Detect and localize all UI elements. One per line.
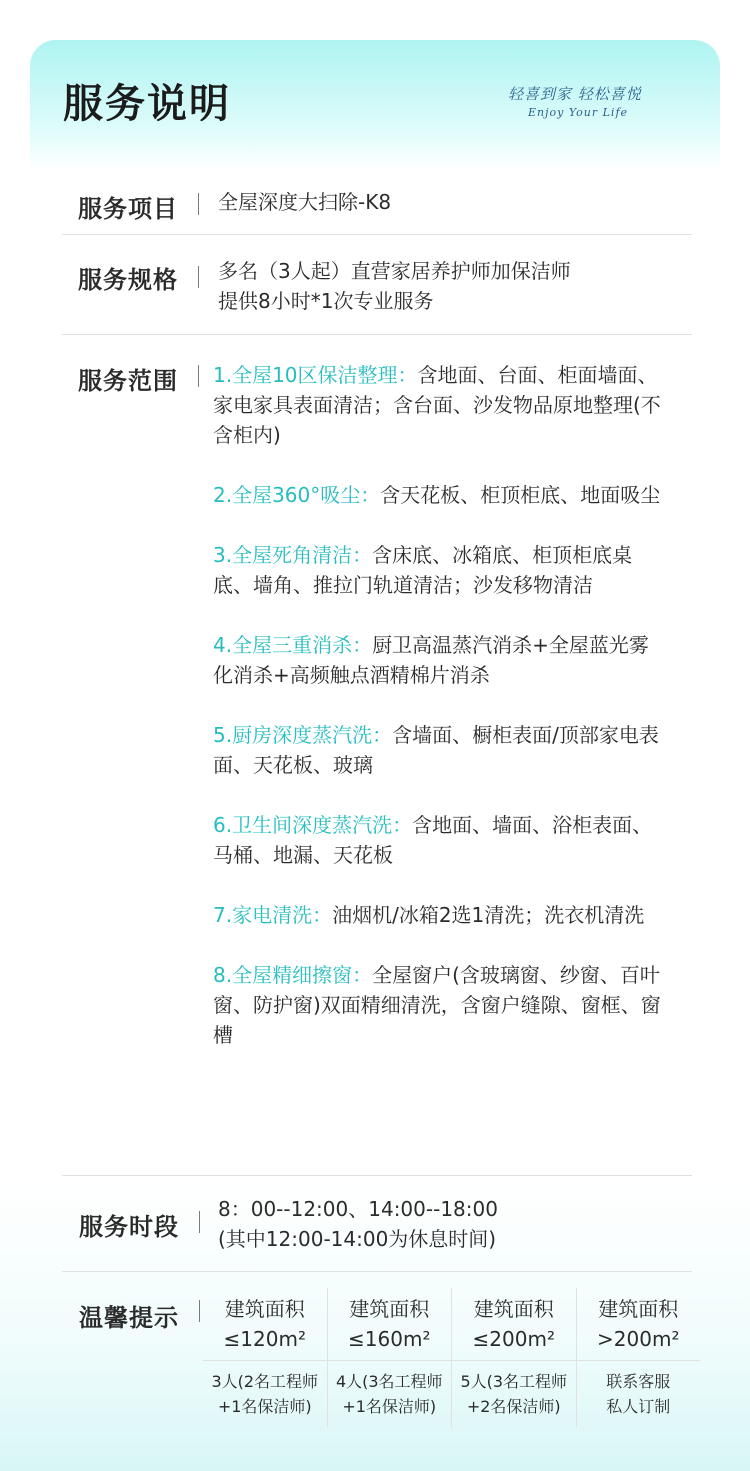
scope-item: [213, 900, 661, 930]
label-separator: [199, 1211, 200, 1233]
staffing-table: [203, 1288, 700, 1427]
service-spec-line: 多名（3人起）直营家居养护师加保洁师: [218, 259, 571, 283]
area-value: >200m²: [597, 1327, 680, 1351]
table-cell: [576, 1361, 701, 1427]
label-separator: [199, 1300, 200, 1322]
scope-item: [213, 810, 661, 870]
scope-item-desc: 含天花板、柜顶柜底、地面吸尘: [380, 483, 661, 507]
scope-item-desc: 含地面、墙面、浴柜表面、马桶、地漏、天花板: [213, 813, 653, 867]
scope-item-desc: 油烟机/冰箱2选1清洗；洗衣机清洗: [332, 903, 645, 927]
table-header-cell: [451, 1288, 576, 1360]
divider: [62, 1271, 692, 1272]
area-label: 建筑面积: [473, 1297, 554, 1321]
table-cell: [203, 1361, 327, 1427]
scope-item-desc: 含床底、冰箱底、柜顶柜底桌底、墙角、推拉门轨道清洁；沙发移物清洁: [213, 543, 633, 597]
scope-item-title: 2.全屋360°吸尘：: [213, 483, 381, 507]
service-scope-label: 服务范围: [78, 367, 178, 395]
area-value: ≤120m²: [223, 1327, 306, 1351]
divider: [62, 334, 692, 335]
divider: [62, 1175, 692, 1176]
table-cell: [451, 1361, 576, 1427]
scope-item-title: 4.全屋三重消杀：: [213, 633, 373, 657]
scope-item-desc: 含地面、台面、柜面墙面、家电家具表面清洁；含台面、沙发物品原地整理(不含柜内): [213, 363, 661, 447]
staff-line: +2名保洁师): [466, 1397, 561, 1416]
service-spec-line: 提供8小时*1次专业服务: [218, 289, 434, 313]
staff-line: 私人订制: [606, 1397, 671, 1416]
divider: [62, 234, 692, 235]
staff-line: 4人(3名工程师: [335, 1372, 443, 1391]
scope-item-title: 1.全屋10区保洁整理：: [213, 363, 418, 387]
scope-item-title: 7.家电清洗：: [213, 903, 333, 927]
service-item-label: 服务项目: [78, 195, 178, 223]
service-item-value: 全屋深度大扫除-K8: [218, 190, 392, 214]
staff-line: +1名保洁师): [217, 1397, 312, 1416]
scope-item-desc: 全屋窗户(含玻璃窗、纱窗、百叶窗、防护窗)双面精细清洗，含窗户缝隙、窗框、窗槽: [213, 963, 661, 1047]
service-time-line: (其中12:00-14:00为休息时间): [218, 1227, 497, 1251]
scope-item-title: 3.全屋死角清洁：: [213, 543, 373, 567]
service-time-line: 8：00--12:00、14:00--18:00: [218, 1197, 498, 1221]
area-value: ≤160m²: [348, 1327, 431, 1351]
area-label: 建筑面积: [598, 1297, 679, 1321]
service-time-value: [218, 1194, 498, 1254]
table-row: [203, 1361, 700, 1427]
area-label: 建筑面积: [224, 1297, 305, 1321]
service-spec-label: 服务规格: [78, 266, 178, 294]
scope-item: [213, 720, 661, 780]
service-scope-list: [213, 360, 663, 1080]
staff-line: 联系客服: [606, 1372, 671, 1391]
tips-label: 温馨提示: [79, 1304, 179, 1332]
scope-item-title: 8.全屋精细擦窗：: [213, 963, 373, 987]
area-value: ≤200m²: [472, 1327, 555, 1351]
table-header-cell: [203, 1288, 327, 1360]
label-separator: [198, 365, 199, 387]
staff-line: 5人(3名工程师: [460, 1372, 568, 1391]
scope-item: [213, 480, 661, 510]
page-title: 服务说明: [63, 81, 231, 127]
scope-item-title: 6.卫生间深度蒸汽洗：: [213, 813, 413, 837]
scope-item: [213, 960, 661, 1050]
service-time-label: 服务时段: [79, 1213, 179, 1241]
scope-item-title: 5.厨房深度蒸汽洗：: [213, 723, 393, 747]
brand-slogan-en: Enjoy Your Life: [528, 106, 629, 119]
scope-item: [213, 630, 661, 690]
brand-slogan-cn: 轻喜到家 轻松喜悦: [508, 85, 642, 103]
label-separator: [198, 266, 199, 288]
staff-line: 3人(2名工程师: [211, 1372, 319, 1391]
table-header-cell: [327, 1288, 452, 1360]
scope-item-desc: 厨卫高温蒸汽消杀+全屋蓝光雾化消杀+高频触点酒精棉片消杀: [213, 633, 649, 687]
table-cell: [327, 1361, 452, 1427]
table-header-row: [203, 1288, 700, 1360]
scope-item-desc: 含墙面、橱柜表面/顶部家电表面、天花板、玻璃: [213, 723, 659, 777]
label-separator: [198, 193, 199, 215]
table-header-cell: [576, 1288, 701, 1360]
area-label: 建筑面积: [349, 1297, 430, 1321]
scope-item: [213, 540, 661, 600]
scope-item: [213, 360, 661, 450]
service-spec-value: [218, 256, 571, 316]
staff-line: +1名保洁师): [342, 1397, 437, 1416]
